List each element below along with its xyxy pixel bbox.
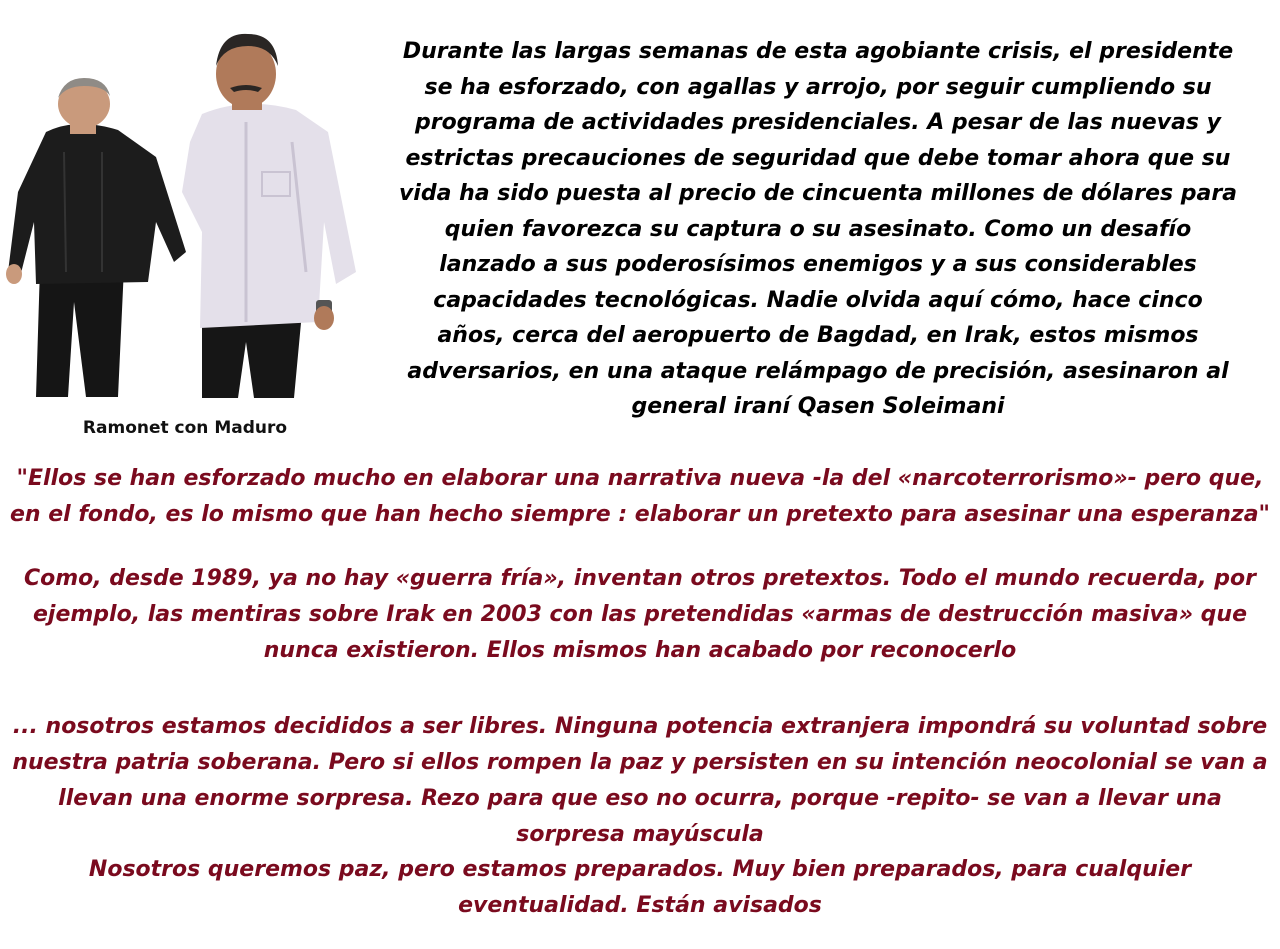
quote-pretexts: Como, desde 1989, ya no hay «guerra fría», inventan otros pretextos. Todo el mundo recuerda, por ejemplo, las mentiras sobre Irak en 2003 con las pretendidas «armas de destrucción masiva» que nunca existieron. Ellos mismos han acabado por reconocerlo xyxy=(23,566,1257,663)
person-left xyxy=(6,78,186,397)
photo-ramonet-maduro xyxy=(6,22,358,400)
quote-narrative: "Ellos se han esforzado mucho en elaborar una narrativa nueva -la del «narcoterrorismo»- pero que, en el fondo, es lo mismo que han hecho siempre : elaborar un pretexto para asesinar una esperanza" xyxy=(9,466,1271,527)
person-right xyxy=(182,34,356,398)
intro-paragraph: Durante las largas semanas de esta agobiante crisis, el presidente se ha esforzado, con agallas y arrojo, por seguir cumpliendo su programa de actividades presidenciales. A pesar de las nuevas y estrictas precauciones de seguridad que debe tomar ahora que su vida ha sido puesta al precio de cincuenta millones de dólares para quien favorezca su captura o su asesinato. Como un desafío lanzado a sus poderosísimos enemigos y a sus considerables capacidades tecnológicas. Nadie olvida aquí cómo, hace cinco años, cerca del aeropuerto de Bagdad, en Irak, estos mismos adversarios, en una ataque relámpago de precisión, asesinaron al general iraní Qasen Soleimani xyxy=(398,39,1238,419)
quote-peace: Nosotros queremos paz, pero estamos preparados. Muy bien preparados, para cualquier eventualidad. Están avisados xyxy=(88,857,1192,918)
photo-caption: Ramonet con Maduro xyxy=(82,418,288,438)
quote-free: ... nosotros estamos decididos a ser libres. Ninguna potencia extranjera impondrá su voluntad sobre nuestra patria soberana. Pero si ellos rompen la paz y persisten en su intención neocolonial se van a llevan una enorme sorpresa. Rezo para que eso no ocurra, porque -repito- se van a llevar una sorpresa mayúscula xyxy=(12,714,1268,847)
